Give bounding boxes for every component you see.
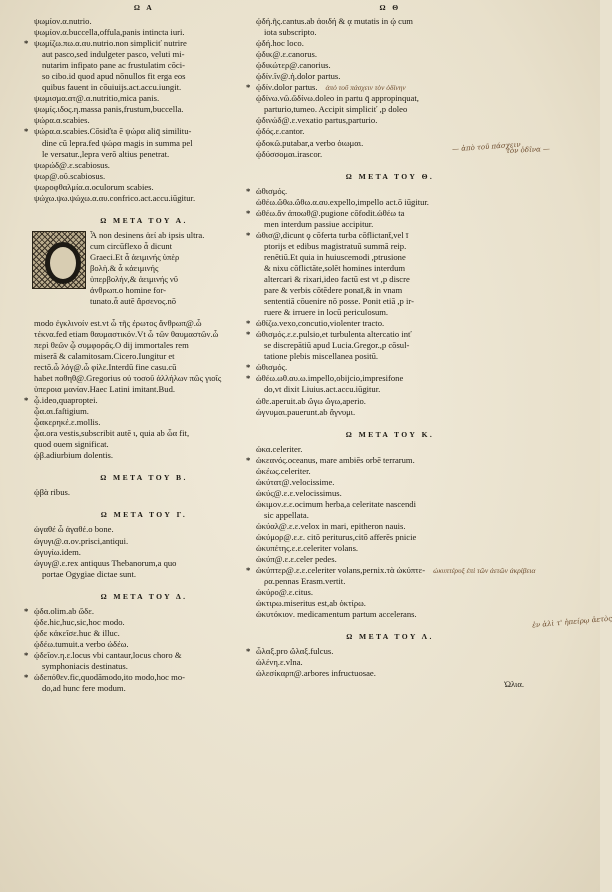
dictionary-entry-line: ρα.pennas Erasm.vertit.: [264, 576, 346, 587]
dictionary-entry-line: ὠκύμορ@.ε.ε. citō periturus,citō afferēs pnicie: [256, 531, 417, 542]
dictionary-entry-line: * ᾠδα.olim.ab ὤδε.: [28, 606, 260, 617]
initial-text-line: ἀνθρωπ.ο homine for-: [90, 285, 167, 296]
dictionary-entry-line: ὠκυτόκιον. medicamentum partum accelerans.: [256, 609, 417, 620]
running-head-right: Ω Θ: [379, 3, 401, 12]
dictionary-entry-line: ᾠδή.ῆς.cantus.ab ἀοιδή & ᾳ mutatis in ᾠ cum: [256, 16, 413, 26]
dictionary-entry-line: ὠκύρο@.ε.citus.: [256, 587, 314, 598]
section-heading-theta: Ω ΜΕΤΑ ΤΟΥ Θ.: [345, 171, 435, 181]
dictionary-entry-line: habet ποθηθ@.Gregorius οὐ τοσοῦ ἀλλήλων πῶς γιοῖς: [34, 373, 222, 384]
dictionary-entry-line: * ᾠδεῖον.η.ε.locus vbi cantaur,locus choro &: [28, 650, 260, 661]
dictionary-entry-line: ὠγυγι@.α.ον.prisci,antiqui.: [34, 535, 129, 546]
dictionary-entry-line: le versatur.,lepra verō altius penetrat.: [42, 148, 170, 159]
dictionary-entry-line: ᾠδινώδ@.ε.vexatio partus,parturio.: [256, 115, 378, 126]
dictionary-entry-line: ᾧακερηκέ.ε.mollis.: [34, 417, 101, 428]
dictionary-entry-line: pare & verbis cōtēdere ponaī,& in vnam: [264, 285, 403, 296]
dictionary-entry-line: ὠλένη.ε.vlna.: [256, 657, 303, 668]
handwritten-inline-note: ὠκυπτέρυξ ἐπὶ τῶν ἀετῶν ἀκρίβεια: [433, 566, 536, 576]
dictionary-entry-line: ὠκα.celeriter.: [256, 443, 303, 454]
running-head-left: Ω Α: [133, 3, 155, 12]
dictionary-entry-line: ᾠδή.hoc loco.: [256, 38, 304, 49]
dictionary-entry-line: ᾠδικώτερ@.canorius.: [256, 60, 331, 71]
dictionary-entry-line: * ψώρα.α.scabies.Cōsiďta ē ψώρα aliq̄ similitu-: [28, 126, 260, 137]
dictionary-entry-line: ὠκύαλ@.ε.ε.velox in mari, epitheron nauis.: [256, 520, 406, 531]
dictionary-entry-line: ψώχω.ψω.ψώχω.α.αυ.confrico.act.accu.iūgitur.: [34, 192, 196, 203]
dictionary-entry-line: renētiū.Et quia in huiuscemodi ,ptrusione: [264, 251, 406, 262]
dictionary-entry-line: ψωρ@.οῦ.scabiosus.: [34, 170, 106, 181]
left-block-gamma: [28, 524, 260, 579]
dictionary-entry-line: ὑπεροια μανίαν.Haec Latini imitant.Bud.: [34, 384, 176, 395]
dictionary-entry-line: ᾠβ.adiurbium dolentis.: [34, 450, 114, 461]
right-block-lambda: [250, 646, 530, 679]
dictionary-entry-line: quibus fauent in cōuiuijs.act.accu.iungit.: [42, 82, 182, 93]
dictionary-entry-line: ᾠδίν.ῖν@.ἡ.dolor partus.: [256, 71, 341, 82]
dictionary-entry-line: nutarim infipato pane ac frustulatim cōci-: [42, 60, 185, 71]
dictionary-entry-line: * ὦλαξ.pro ὤλαξ.fulcus.: [250, 646, 530, 657]
left-block-delta: [28, 606, 260, 694]
dictionary-entry-line: ὠκύς@.ε.ε.velocissimus.: [256, 487, 342, 498]
dictionary-entry-line: περὶ θεῶν ᾧ συμφορᾶς.O dij immortales rem: [34, 339, 189, 350]
dictionary-entry-line: * ὠθέω.ἄν ἀποωθ@.pugione cōfodit.ὠθέω ta: [250, 208, 530, 219]
right-block-theta: [250, 186, 530, 418]
dictionary-entry-line: * ὠθέω.ωθ.αυ.ω.impello,obijcio,impresifone: [250, 373, 530, 384]
dictionary-entry-line: * ὠθισ@,dicunt ǫ cōferta turba cōflictant̄,vel ī: [250, 230, 530, 241]
dictionary-entry-line: symphoniacis destinatus.: [42, 660, 128, 671]
dictionary-entry-line: ψωμισμα.ατ@.α.nutritio,mica panis.: [34, 93, 160, 104]
dictionary-entry-line: ᾧα.ora vestis,subscribit autē ι, quia ab ὦα fit,: [34, 428, 190, 439]
initial-text-line: cum circūflexo ἆ dicunt: [90, 240, 173, 251]
dictionary-entry-line: * ψωμίζω.πω.α.αυ.nutrio.non simpliciť nutrire: [28, 38, 260, 49]
dictionary-entry-line: ψωροφθαλμία.α.oculorum scabies.: [34, 181, 154, 192]
dictionary-entry-line: ψωμίον.α.buccella,offula,panis intincta iuri.: [34, 27, 185, 38]
initial-text-line: ὑπερβολήν,& ἀειμινής νῦ: [90, 273, 179, 284]
right-block-1: [250, 16, 530, 160]
dictionary-entry-line: ᾠδε κἀκεῖσε.huc & illuc.: [34, 627, 120, 638]
dictionary-entry-line: ᾠδοκῶ.putabar,a verbo ὀιωμαι.: [256, 137, 364, 148]
dictionary-entry-line: & nixu cōflictāte,solēt homines interdum: [264, 262, 406, 273]
handwritten-margin-note: τὸν ὀδῖνα —: [505, 144, 551, 156]
section-heading-gamma: Ω ΜΕΤΑ ΤΟΥ Γ.: [100, 510, 188, 520]
dictionary-entry-line: sic appellata.: [264, 509, 309, 520]
dictionary-entry-line: ptorijs et edibus magistratuū summā reip.: [264, 240, 407, 251]
dictionary-entry-line: ὠκύτατ@.velocissime.: [256, 476, 335, 487]
initial-text-line: βολὴ.& ἆ κἀειμινής: [90, 262, 159, 273]
dictionary-entry-line: ὠκτιρω.miseritus est,ab ὀκτίρω.: [256, 598, 366, 609]
dictionary-entry-line: tatione plebis miscellanea positū.: [264, 351, 379, 362]
initial-text-line: tunato.ἆ autē ἄρσενος.nō: [90, 296, 177, 307]
section-heading-alpha: Ω ΜΕΤΑ ΤΟΥ Α.: [100, 215, 188, 225]
dictionary-entry-line: ᾠδύσσομαι.irascor.: [256, 148, 323, 159]
section-heading-kappa: Ω ΜΕΤΑ ΤΟΥ Κ.: [345, 429, 435, 439]
dictionary-entry-line: so cibo.id quod apud nōnullos fit erga eos: [42, 71, 186, 82]
dictionary-entry-line: ψώρα.α.scabies.: [34, 115, 90, 126]
right-block-kappa: [250, 443, 536, 621]
dictionary-entry-line: * ὠδεπόθεν.fic,quodāmodo,ito modo,hoc mo-: [28, 672, 260, 683]
dictionary-entry-line: ᾠδέω.tumuit.a verbo ὠδέω.: [34, 638, 129, 649]
dictionary-entry-line: * ᾧ.ideo,quaproptei.: [28, 395, 260, 406]
section-heading-lambda: Ω ΜΕΤΑ ΤΟΥ Λ.: [346, 632, 434, 642]
dictionary-entry-line: ᾠβὰ ribus.: [34, 487, 71, 498]
dictionary-entry-line: portae Ogygiae dictae sunt.: [42, 568, 137, 579]
dictionary-entry-line: do,ad hunc fere modum.: [42, 683, 126, 694]
dictionary-entry-line: ὠγαθέ ὦ ἀγαθέ.ο bone.: [34, 524, 114, 535]
dictionary-entry-line: altercari & rixari,ideo factū est vt ,p discre: [264, 273, 410, 284]
dictionary-entry-line: ψωμίον.α.nutrio.: [34, 16, 92, 26]
dictionary-entry-line: * ὠθίζω.vexo,concutio,violenter tracto.: [250, 318, 530, 329]
handwritten-margin-note: ἐν ἁλὶ τ' ἠπείρῳ ἀετὸς: [531, 614, 612, 630]
dictionary-entry-line: ψωμίς.ιδος.η.massa panis,frustum,buccella.: [34, 104, 184, 115]
dictionary-entry-line: aut pasco,sed indulgeter pasco, veluti mi-: [42, 49, 185, 60]
dictionary-entry-line: * ὠθισμός.: [250, 362, 530, 373]
dictionary-entry-line: * ὠκεανός.oceanus, mare ambiēs orbē terrarum.: [250, 455, 530, 466]
initial-text-line: Graeci.Et ἆ ἀειμινής ὑπὲρ: [90, 251, 180, 262]
dictionary-entry-line: ψωρώδ@.ε.scabiosus.: [34, 159, 110, 170]
dictionary-entry-line: ὠκέως.celeriter.: [256, 465, 311, 476]
section-heading-beta: Ω ΜΕΤΑ ΤΟΥ Β.: [100, 473, 188, 483]
dictionary-entry-line: ruere & irruere in locū periculosum.: [264, 307, 389, 318]
handwritten-margin-note: — ἀπὸ τοῦ πάσχειν: [451, 140, 521, 154]
dictionary-entry-line: ᾠδός.ε.cantor.: [256, 126, 305, 137]
dictionary-entry-line: ὠγνυμαι.pauerunt.ab ἄγνυμι.: [256, 406, 356, 417]
left-block-2: [28, 318, 260, 462]
dictionary-entry-line: modo ἐγκλινοίν est.vt ὦ τῆς ἐρωτος ἄνθρωπ@.ὦ: [34, 317, 202, 328]
dictionary-entry-line: quod ouem significat.: [34, 439, 109, 450]
dictionary-entry-line: ᾠδε.hic,huc,sic,hoc modo.: [34, 616, 125, 627]
initial-block: [28, 230, 260, 318]
dictionary-entry-line: * ᾠδίν.dolor partus. ἀπὸ τοῦ πάσχειν τὸν ὀδίνην: [250, 82, 530, 93]
catchword: Ὠλια.: [503, 679, 524, 690]
left-block-1: [28, 16, 260, 204]
dictionary-entry-line: do,vt dixit Liuius.act.accu.iūgitur.: [264, 384, 381, 395]
dictionary-entry-line: dine cū lepra.fed ψώρα magis in summa pel: [42, 137, 193, 148]
dictionary-entry-line: ᾧα.αι.faſtigium.: [34, 406, 89, 417]
right-column: [250, 0, 536, 691]
dictionary-entry-line: rectō.ὦ λόγ@.ὦ φίλε.Interdū fine casu.cū: [34, 361, 177, 372]
left-block-beta: [28, 487, 260, 498]
dictionary-entry-line: * ὠθισμός.: [250, 186, 530, 197]
dictionary-entry-line: ὠγυγ@.ε.rex antiquus Thebanorum,a quo: [34, 557, 177, 568]
dictionary-entry-line: ὠκύπ@.ε.ε.celer pedes.: [256, 554, 337, 565]
section-heading-delta: Ω ΜΕΤΑ ΤΟΥ Δ.: [100, 591, 188, 601]
dictionary-entry-line: * ὠκύπτερ@.ε.ε.celeriter volans,pernix.τὰ ὠκύπτε- ὠκυπτέρυξ ἐπὶ τῶν ἀετῶν ἀκρίβεια: [250, 565, 530, 576]
dictionary-entry-line: se discrepātiū apud Lucia.Gregor.,p cōsul-: [264, 340, 410, 351]
dictionary-entry-line: ὠθε.aperuit.ab ὤγω ὤγω,aperio.: [256, 395, 366, 406]
dictionary-entry-line: ᾠδικ@.ε.canorus.: [256, 49, 318, 60]
dictionary-entry-line: ὠκυπέτης.ε.ε.celeriter volans.: [256, 543, 359, 554]
handwritten-inline-note: ἀπὸ τοῦ πάσχειν τὸν ὀδίνην: [325, 83, 406, 93]
dictionary-entry-line: ὠθέω.ὤθω.ὤθω.α.αυ.expello,impello act.ō iūgitur.: [256, 196, 429, 207]
dictionary-entry-line: ὠγυγίω.idem.: [34, 546, 81, 557]
dictionary-entry-line: ᾠδίνω.νῶ.ὤδίνω.doleo in partu q̄ appropinquat,: [256, 93, 419, 104]
dictionary-entry-line: ὠλεσίκαρπ@.arbores infructuosae.: [256, 668, 376, 679]
dictionary-entry-line: ὠκιμον.ε.ε.ocimum herba,a celeritate nascendi: [256, 498, 416, 509]
dictionary-entry-line: men interdum passiue accipitur.: [264, 218, 374, 229]
initial-text-line: Ἆ non desinens ἀεί ab ipsis ultra.: [90, 229, 205, 240]
dictionary-entry-line: sententiā cōuenire nō posse. Ponit etiā ,p ir-: [264, 296, 414, 307]
decorated-initial-omega-icon: [32, 231, 86, 289]
dictionary-entry-line: * ὠθισμός.ε.ε.pulsio,et turbulenta altercatio inť: [250, 329, 530, 340]
dictionary-entry-line: iota subscripto.: [264, 27, 317, 38]
dictionary-entry-line: parturio,tumeo. Accipit simpliciť ,p doleo: [264, 104, 408, 115]
dictionary-entry-line: miserā & calamitosam.Cicero.Iungitur et: [34, 350, 175, 361]
dictionary-entry-line: τέκνα.fed etiam θαυμαστικόν.Vt ὦ τῶν θαυμαστῶν.ὦ: [34, 328, 219, 339]
left-column: [28, 0, 260, 694]
initial-text: [90, 230, 260, 307]
